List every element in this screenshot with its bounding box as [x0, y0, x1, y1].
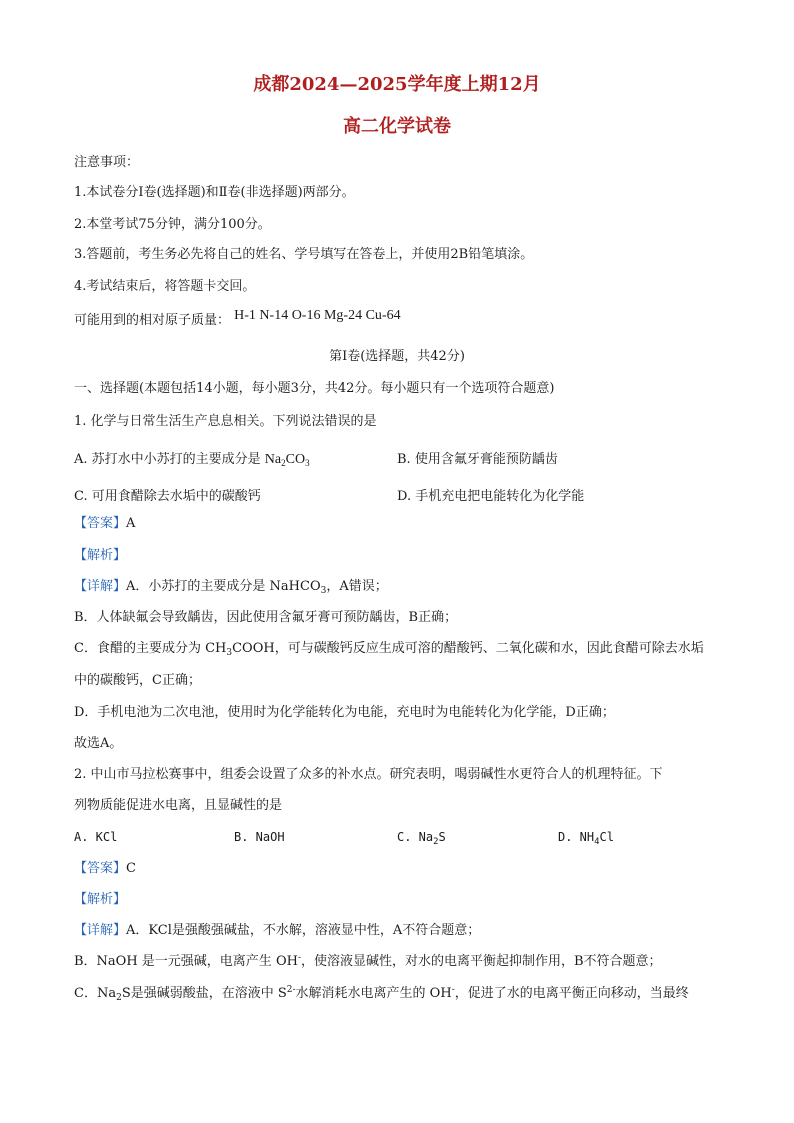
- section-heading: 第Ⅰ卷(选择题，共42分): [329, 349, 465, 364]
- notice-item-2: 2.本堂考试75分钟，满分100分。: [74, 217, 271, 232]
- atomic-mass-values: H-1 N-14 O-16 Mg-24 Cu-64: [234, 308, 401, 323]
- notice-item-1: 1.本试卷分Ⅰ卷(选择题)和Ⅱ卷(非选择题)两部分。: [74, 185, 355, 200]
- q2-option-d: D. $NH_4Cl$: [558, 830, 614, 847]
- q1-conclusion: 故选A。: [74, 736, 123, 751]
- q1-option-d: D. 手机充电把电能转化为化学能: [397, 489, 585, 504]
- q2-option-b: B. NaOH: [234, 830, 285, 844]
- notice-heading: 注意事项：: [74, 155, 140, 170]
- q2-option-a: A. KCl: [74, 830, 118, 844]
- q1-detail-2: B．人体缺氟会导致龋齿，因此使用含氟牙膏可预防龋齿，B正确；: [74, 610, 458, 625]
- q1-detail-1: 【详解】A．小苏打的主要成分是 NaHCO$_3$，A错误；: [74, 579, 388, 596]
- q1-detail-4: D．手机电池为二次电池，使用时为化学能转化为电能，充电时为电能转化为化学能，D正确；: [74, 705, 615, 720]
- q2-stem-1: 2. 中山市马拉松赛事中，组委会设置了众多的补水点。研究表明，喝弱碱性水更符合人的机理特征。下: [74, 767, 663, 782]
- section-instruction: 一、选择题(本题包括14小题，每小题3分，共42分。每小题只有一个选项符合题意): [74, 381, 555, 396]
- q2-detail-1: 【详解】A．KCl是强酸强碱盐，不水解，溶液显中性，A不符合题意；: [74, 923, 481, 938]
- q1-answer: 【答案】A: [74, 516, 136, 531]
- q1-stem: 1. 化学与日常生活生产息息相关。下列说法错误的是: [74, 414, 377, 429]
- q1-detail-3-cont: 中的碳酸钙，C正确；: [74, 673, 201, 688]
- notice-item-3: 3.答题前，考生务必先将自己的姓名、学号填写在答卷上，并使用2B铅笔填涂。: [74, 247, 534, 262]
- exam-title: 成都2024—2025学年度上期12月: [253, 74, 541, 95]
- q1-option-a: A. 苏打水中小苏打的主要成分是 $Na_2CO_3$: [74, 452, 310, 468]
- q1-analysis-tag: 【解析】: [74, 548, 127, 563]
- q2-analysis-tag: 【解析】: [74, 892, 127, 907]
- q1-detail-3: C．食醋的主要成分为 $CH_3COOH$，可与碳酸钙反应生成可溶的醋酸钙、二氧化碳和水，因此食醋可除去水垢: [74, 641, 704, 658]
- q1-option-b: B. 使用含氟牙膏能预防龋齿: [397, 452, 558, 467]
- atomic-mass-label: 可能用到的相对原子质量：: [74, 313, 231, 328]
- q2-detail-3: C．$Na_2S$是强碱弱酸盐，在溶液中 $S^{2-}$水解消耗水电离产生的 OH-，促进了水的电离平衡正向移动，当最终: [74, 985, 689, 1003]
- q2-detail-2: B．NaOH 是一元强碱，电离产生 OH-，使溶液显碱性，对水的电离平衡起抑制作用，B不符合题意；: [74, 953, 662, 969]
- notice-item-4: 4.考试结束后，将答题卡交回。: [74, 279, 256, 294]
- exam-subtitle: 高二化学试卷: [343, 116, 451, 137]
- q2-stem-2: 列物质能促进水电离，且显碱性的是: [74, 798, 283, 813]
- formula-na2co3: $Na_2CO_3$: [264, 452, 310, 468]
- q2-option-c: C. $Na_2S$: [397, 830, 446, 847]
- atomic-mass-line: [74, 308, 401, 330]
- q2-answer: 【答案】C: [74, 861, 136, 876]
- q1-option-c: C. 可用食醋除去水垢中的碳酸钙: [74, 489, 261, 504]
